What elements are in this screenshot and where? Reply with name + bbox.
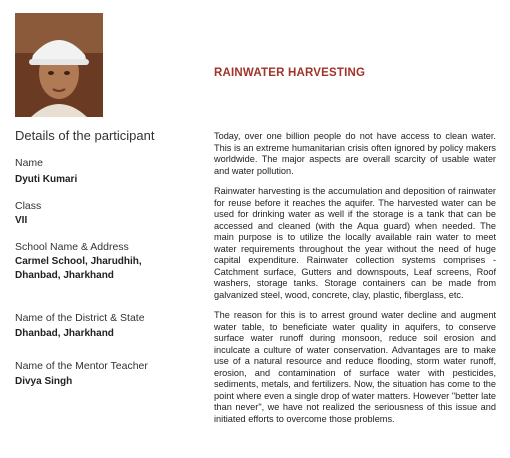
mentor-field bbox=[15, 360, 195, 388]
name-field bbox=[15, 157, 195, 186]
participant-details bbox=[15, 128, 195, 388]
details-heading: Details of the participant bbox=[15, 128, 155, 143]
district-value: Dhanbad, Jharkhand bbox=[15, 328, 114, 339]
district-label: Name of the District & State bbox=[15, 312, 145, 324]
participant-photo bbox=[15, 13, 103, 117]
school-field bbox=[15, 241, 195, 283]
class-label: Class bbox=[15, 200, 42, 212]
district-field bbox=[15, 312, 195, 340]
name-label: Name bbox=[15, 157, 44, 169]
class-field bbox=[15, 200, 195, 227]
mentor-value: Divya Singh bbox=[15, 376, 73, 387]
article-paragraph: The reason for this is to arrest ground water decline and augment water table, to beneficiate water quality in aquifers, to conserve surface water runoff during monsoon, reduce soil erosion and inculcate a culture of water conservation. Advantages are to make use of a natural resource and reduce flooding, storm water runoff, erosion, and contamination of surface water with pesticides, sediments, metals, and fertilizers. Now, the situation has come to the point where even a single drop of water matters. However "better late than never", we have not realized the seriousness of this issue and initiated efforts to overcome those problems. bbox=[214, 310, 496, 424]
article-paragraph: Today, over one billion people do not have access to clean water. This is an extreme humanitarian crisis often ignored by policy makers worldwide. The major aspects are overall scarcity of usable water and water pollution. bbox=[214, 131, 496, 176]
school-value: Carmel School, Jharudhih, Dhanbad, Jharkhand bbox=[15, 256, 142, 281]
mentor-label: Name of the Mentor Teacher bbox=[15, 360, 148, 372]
school-label: School Name & Address bbox=[15, 241, 129, 253]
article-paragraph: Rainwater harvesting is the accumulation and deposition of rainwater for reuse before it reaches the aquifer. The harvested water can be used for drinking water as well if the storage is a tank that can be accessed and cleaned (with the Aqua guard) when needed. The main purpose is to utilize the locally available rain water to meet water requirements throughout the year without the need of huge capital expenditure. Rainwater collection systems comprises - Catchment surface, Gutters and downspouts, Leaf screens, Roof washers, storage tanks. Storage containers can be made from galvanized steel, wood, concrete, clay, plastic, fiberglass, etc. bbox=[214, 186, 496, 300]
name-value: Dyuti Kumari bbox=[15, 174, 78, 185]
class-value: VII bbox=[15, 215, 28, 226]
article-body bbox=[214, 131, 496, 434]
article-title: RAINWATER HARVESTING bbox=[214, 67, 366, 79]
